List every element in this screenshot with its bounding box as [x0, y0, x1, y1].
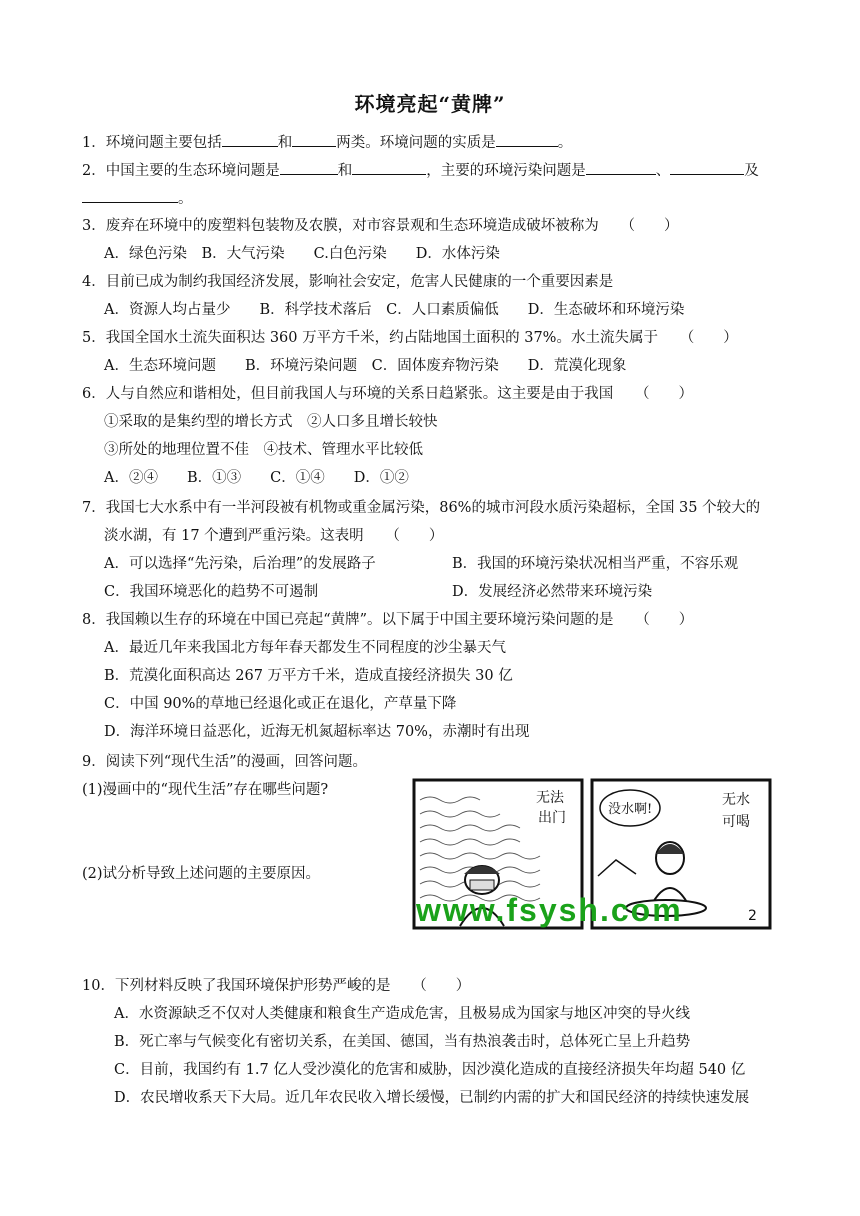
question-3-stem: 3．废弃在环境中的废塑料包装物及农膜，对市容景观和生态环境造成破坏被称为 （ ）: [82, 218, 679, 234]
question-1: [82, 132, 572, 153]
question-8-stem: 8．我国赖以生存的环境在中国已亮起“黄牌”。以下属于中国主要环境污染问题的是 （ ）: [82, 612, 694, 628]
question-6-options: A．②④ B．①③ C．①④ D．①②: [104, 470, 409, 486]
page-title: 环境亮起“黄牌”: [354, 92, 506, 116]
answer-blank[interactable]: [586, 160, 656, 175]
question-5-options: A．生态环境问题 B．环境污染问题 C．固体废弃物污染 D．荒漠化现象: [104, 358, 627, 374]
question-3-options: A．绿色污染 B．大气污染 C.白色污染 D．水体污染: [104, 246, 500, 262]
q1-text-d: 。: [557, 135, 573, 151]
question-10-option-d: D．农民增收系天下大局。近几年农民收入增长缓慢，已制约内需的扩大和国民经济的持续快速发展: [114, 1090, 750, 1106]
question-6-statement-2: ③所处的地理位置不佳 ④技术、管理水平比较低: [104, 442, 423, 458]
question-4-options: A．资源人均占量少 B．科学技术落后 C．人口素质偏低 D．生态破坏和环境污染: [104, 302, 685, 318]
question-7-option-c: C．我国环境恶化的趋势不可遏制: [104, 584, 319, 600]
question-5-stem: 5．我国全国水土流失面积达 360 万平方千米，约占陆地国土面积的 37%。水土流失属于 （ ）: [82, 330, 738, 346]
question-10-stem: 10．下列材料反映了我国环境保护形势严峻的是 （ ）: [82, 978, 471, 994]
question-8-option-c: C．中国 90%的草地已经退化或正在退化，产草量下降: [104, 696, 457, 712]
question-4-stem: 4．目前已成为制约我国经济发展，影响社会安定，危害人民健康的一个重要因素是: [82, 274, 614, 290]
q2-text-d: 、: [655, 163, 671, 179]
panel-1-caption-line-1: 无法: [536, 790, 564, 806]
question-7-option-d: D．发展经济必然带来环境污染: [452, 584, 653, 600]
watermark-text: www.fsysh.com: [416, 892, 683, 928]
q2-text-e: 及: [744, 163, 759, 179]
question-7-stem: 7．我国七大水系中有一半河段被有机物或重金属污染，86%的城市河段水质污染超标，全国 35 个较大的: [82, 500, 761, 516]
q1-text-a: 1．环境问题主要包括: [82, 135, 222, 151]
question-7-option-a: A．可以选择“先污染，后治理”的发展路子: [104, 556, 376, 572]
answer-blank[interactable]: [280, 160, 338, 175]
question-6-statement-1: ①采取的是集约型的增长方式 ②人口多且增长较快: [104, 414, 438, 430]
q2-text-b: 和: [337, 163, 353, 179]
q2-text-f: 。: [178, 191, 193, 207]
q1-text-b: 和: [277, 135, 293, 151]
question-9-part-1: (1)漫画中的“现代生活”存在哪些问题?: [82, 782, 329, 798]
answer-blank[interactable]: [82, 188, 178, 203]
answer-blank[interactable]: [352, 160, 426, 175]
q1-text-c: 两类。环境问题的实质是: [336, 135, 496, 151]
question-8-option-d: D．海洋环境日益恶化，近海无机氮超标率达 70%，赤潮时有出现: [104, 724, 530, 740]
question-9-stem: 9．阅读下列“现代生活”的漫画，回答问题。: [82, 754, 368, 770]
answer-blank[interactable]: [292, 132, 336, 147]
question-10-option-a: A．水资源缺乏不仅对人类健康和粮食生产造成危害，且极易成为国家与地区冲突的导火线: [114, 1006, 690, 1022]
answer-blank[interactable]: [670, 160, 744, 175]
question-6-stem: 6．人与自然应和谐相处，但目前我国人与环境的关系日趋紧张。这主要是由于我国 （ ）: [82, 386, 693, 402]
question-8-option-a: A．最近几年来我国北方每年春天都发生不同程度的沙尘暴天气: [104, 640, 506, 656]
panel-2-caption-line-1: 无水: [722, 792, 750, 808]
answer-blank[interactable]: [222, 132, 278, 147]
speech-bubble-text: 没水啊!: [608, 802, 653, 817]
q2-text-a: 2．中国主要的生态环境问题是: [82, 163, 280, 179]
question-9-part-2: (2)试分析导致上述问题的主要原因。: [82, 866, 321, 882]
question-2-cont: [82, 188, 193, 209]
panel-1-caption-line-2: 出门: [538, 810, 566, 826]
q2-text-c: ，主要的环境污染问题是: [426, 163, 586, 179]
question-2: [82, 160, 759, 181]
question-7-option-b: B．我国的环境污染状况相当严重，不容乐观: [452, 556, 739, 572]
answer-blank[interactable]: [496, 132, 558, 147]
question-10-option-b: B．死亡率与气候变化有密切关系，在美国、德国，当有热浪袭击时，总体死亡呈上升趋势: [114, 1034, 691, 1050]
panel-2-caption-line-2: 可喝: [722, 814, 750, 830]
cartoon-number: 2: [748, 908, 757, 924]
question-10-option-c: C．目前，我国约有 1.7 亿人受沙漠化的危害和威胁，因沙漠化造成的直接经济损失年均超 540 亿: [114, 1062, 746, 1078]
question-8-option-b: B．荒漠化面积高达 267 万平方千米，造成直接经济损失 30 亿: [104, 668, 513, 684]
question-7-stem-cont: 淡水湖，有 17 个遭到严重污染。这表明 （ ）: [104, 528, 444, 544]
